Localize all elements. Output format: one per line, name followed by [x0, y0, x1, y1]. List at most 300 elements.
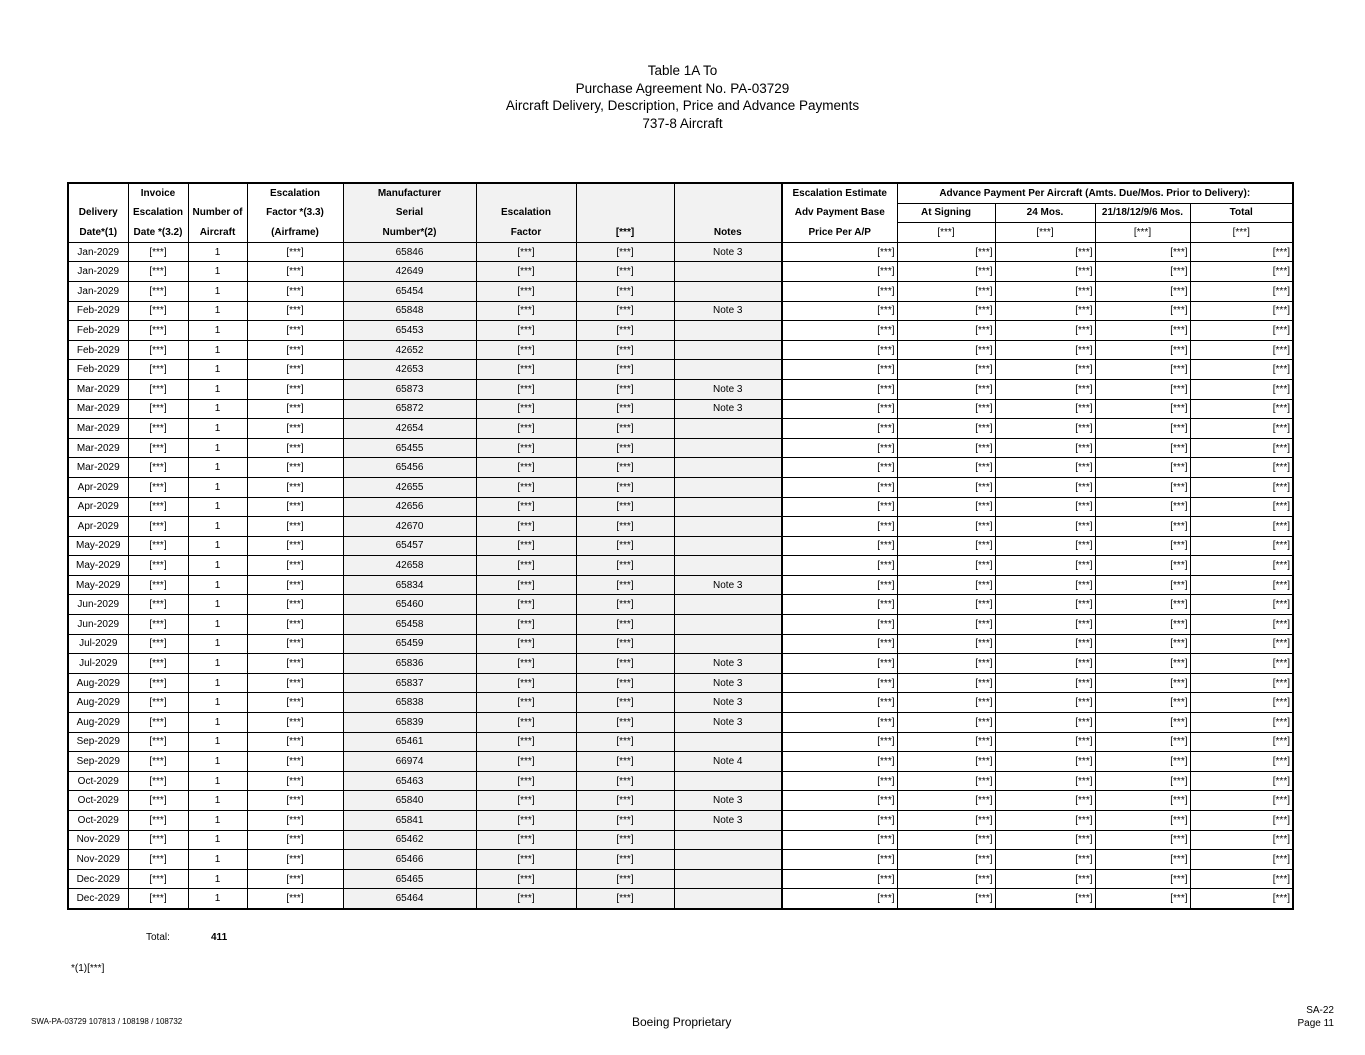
notes: Note 3 — [674, 301, 782, 321]
notes — [674, 360, 782, 380]
number-of-aircraft: 1 — [188, 497, 247, 517]
advance-at-signing: [***] — [897, 399, 995, 419]
advance-total: [***] — [1190, 889, 1293, 909]
escalation-factor: [***] — [476, 732, 576, 752]
notes — [674, 889, 782, 909]
serial-number: 65462 — [343, 830, 476, 850]
advance-at-signing: [***] — [897, 850, 995, 870]
redacted-value: [***] — [576, 438, 674, 458]
escalation-factor-airframe: [***] — [247, 556, 343, 576]
delivery-date: May-2029 — [68, 536, 128, 556]
number-of-aircraft: 1 — [188, 811, 247, 831]
redacted-value: [***] — [576, 458, 674, 478]
escalation-factor-airframe: [***] — [247, 301, 343, 321]
escalation-factor-airframe: [***] — [247, 830, 343, 850]
serial-number: 65848 — [343, 301, 476, 321]
escalation-factor: [***] — [476, 693, 576, 713]
title-line: 737-8 Aircraft — [642, 115, 723, 131]
invoice-escalation-date: [***] — [128, 771, 188, 791]
advance-21-18-12-9-6-mos: [***] — [1095, 340, 1190, 360]
advance-total: [***] — [1190, 654, 1293, 674]
escalation-factor: [***] — [476, 477, 576, 497]
advance-at-signing: [***] — [897, 752, 995, 772]
delivery-date: Dec-2029 — [68, 869, 128, 889]
header-notes — [674, 183, 782, 203]
serial-number: 42658 — [343, 556, 476, 576]
adv-payment-base-price: [***] — [782, 517, 897, 537]
escalation-factor: [***] — [476, 242, 576, 262]
notes — [674, 869, 782, 889]
notes: Note 3 — [674, 673, 782, 693]
delivery-date: May-2029 — [68, 575, 128, 595]
escalation-factor: [***] — [476, 673, 576, 693]
redacted-value: [***] — [576, 556, 674, 576]
serial-number: 42656 — [343, 497, 476, 517]
delivery-table — [67, 182, 1294, 910]
header-serial: Manufacturer — [343, 183, 476, 203]
escalation-factor-airframe: [***] — [247, 595, 343, 615]
number-of-aircraft: 1 — [188, 517, 247, 537]
serial-number: 65466 — [343, 850, 476, 870]
escalation-factor: [***] — [476, 713, 576, 733]
advance-21-18-12-9-6-mos: [***] — [1095, 634, 1190, 654]
advance-total: [***] — [1190, 752, 1293, 772]
advance-total: [***] — [1190, 340, 1293, 360]
header-serial: Number*(2) — [343, 223, 476, 243]
notes: Note 3 — [674, 399, 782, 419]
escalation-factor: [***] — [476, 634, 576, 654]
advance-at-signing: [***] — [897, 340, 995, 360]
header-estimate: Adv Payment Base — [782, 203, 897, 223]
advance-21-18-12-9-6-mos: [***] — [1095, 536, 1190, 556]
advance-24-mos: [***] — [995, 301, 1095, 321]
advance-total: [***] — [1190, 281, 1293, 301]
escalation-factor-airframe: [***] — [247, 477, 343, 497]
serial-number: 65453 — [343, 321, 476, 341]
table-row — [68, 379, 1293, 399]
advance-24-mos: [***] — [995, 438, 1095, 458]
advance-24-mos: [***] — [995, 615, 1095, 635]
footer-sa: SA-22 — [1306, 1005, 1334, 1016]
delivery-date: Jul-2029 — [68, 654, 128, 674]
number-of-aircraft: 1 — [188, 379, 247, 399]
serial-number: 65455 — [343, 438, 476, 458]
advance-total: [***] — [1190, 497, 1293, 517]
serial-number: 65454 — [343, 281, 476, 301]
delivery-date: Feb-2029 — [68, 360, 128, 380]
escalation-factor-airframe: [***] — [247, 869, 343, 889]
table-row — [68, 321, 1293, 341]
advance-24-mos: [***] — [995, 497, 1095, 517]
advance-total: [***] — [1190, 791, 1293, 811]
invoice-escalation-date: [***] — [128, 262, 188, 282]
escalation-factor: [***] — [476, 321, 576, 341]
invoice-escalation-date: [***] — [128, 399, 188, 419]
header-escfactor_airframe: (Airframe) — [247, 223, 343, 243]
advance-at-signing: [***] — [897, 360, 995, 380]
escalation-factor-airframe: [***] — [247, 536, 343, 556]
advance-total: [***] — [1190, 575, 1293, 595]
redacted-value: [***] — [576, 262, 674, 282]
invoice-escalation-date: [***] — [128, 321, 188, 341]
adv-payment-base-price: [***] — [782, 242, 897, 262]
advance-24-mos: [***] — [995, 281, 1095, 301]
redacted-value: [***] — [576, 595, 674, 615]
redacted-value: [***] — [576, 752, 674, 772]
redacted-value: [***] — [576, 634, 674, 654]
adv-payment-base-price: [***] — [782, 693, 897, 713]
advance-24-mos: [***] — [995, 536, 1095, 556]
footer-center: Boeing Proprietary — [632, 1015, 732, 1029]
escalation-factor-airframe: [***] — [247, 752, 343, 772]
number-of-aircraft: 1 — [188, 634, 247, 654]
redacted-value: [***] — [576, 811, 674, 831]
adv-payment-base-price: [***] — [782, 438, 897, 458]
number-of-aircraft: 1 — [188, 693, 247, 713]
notes — [674, 419, 782, 439]
escalation-factor-airframe: [***] — [247, 399, 343, 419]
advance-21-18-12-9-6-mos: [***] — [1095, 654, 1190, 674]
notes — [674, 830, 782, 850]
serial-number: 65836 — [343, 654, 476, 674]
invoice-escalation-date: [***] — [128, 419, 188, 439]
advance-24-mos: [***] — [995, 713, 1095, 733]
header-advance-sub: [***] — [1095, 223, 1190, 243]
number-of-aircraft: 1 — [188, 399, 247, 419]
serial-number: 65458 — [343, 615, 476, 635]
invoice-escalation-date: [***] — [128, 301, 188, 321]
header-redacted — [576, 203, 674, 223]
advance-total: [***] — [1190, 360, 1293, 380]
invoice-escalation-date: [***] — [128, 693, 188, 713]
title-line: Aircraft Delivery, Description, Price and Advance Payments — [505, 98, 860, 113]
advance-at-signing: [***] — [897, 889, 995, 909]
escalation-factor: [***] — [476, 438, 576, 458]
adv-payment-base-price: [***] — [782, 556, 897, 576]
notes — [674, 634, 782, 654]
header-escfactor_airframe: Escalation — [247, 183, 343, 203]
header-advance-sub: [***] — [995, 223, 1095, 243]
header-advance-sub: [***] — [1190, 223, 1293, 243]
escalation-factor-airframe: [***] — [247, 379, 343, 399]
invoice-escalation-date: [***] — [128, 752, 188, 772]
advance-total: [***] — [1190, 458, 1293, 478]
advance-21-18-12-9-6-mos: [***] — [1095, 673, 1190, 693]
advance-21-18-12-9-6-mos: [***] — [1095, 771, 1190, 791]
advance-at-signing: [***] — [897, 615, 995, 635]
table-row — [68, 301, 1293, 321]
advance-at-signing: [***] — [897, 556, 995, 576]
table-row — [68, 615, 1293, 635]
serial-number: 42654 — [343, 419, 476, 439]
delivery-date: Aug-2029 — [68, 693, 128, 713]
serial-number: 42655 — [343, 477, 476, 497]
advance-at-signing: [***] — [897, 654, 995, 674]
delivery-date: Nov-2029 — [68, 850, 128, 870]
advance-at-signing: [***] — [897, 673, 995, 693]
invoice-escalation-date: [***] — [128, 732, 188, 752]
escalation-factor-airframe: [***] — [247, 889, 343, 909]
notes: Note 3 — [674, 811, 782, 831]
advance-at-signing: [***] — [897, 321, 995, 341]
redacted-value: [***] — [576, 693, 674, 713]
escalation-factor: [***] — [476, 556, 576, 576]
advance-24-mos: [***] — [995, 654, 1095, 674]
number-of-aircraft: 1 — [188, 419, 247, 439]
document-title — [0, 62, 1365, 132]
escalation-factor: [***] — [476, 379, 576, 399]
advance-at-signing: [***] — [897, 477, 995, 497]
notes: Note 3 — [674, 713, 782, 733]
header-redacted — [576, 183, 674, 203]
adv-payment-base-price: [***] — [782, 673, 897, 693]
adv-payment-base-price: [***] — [782, 811, 897, 831]
advance-at-signing: [***] — [897, 830, 995, 850]
redacted-value: [***] — [576, 791, 674, 811]
number-of-aircraft: 1 — [188, 242, 247, 262]
escalation-factor-airframe: [***] — [247, 732, 343, 752]
adv-payment-base-price: [***] — [782, 791, 897, 811]
redacted-value: [***] — [576, 477, 674, 497]
number-of-aircraft: 1 — [188, 281, 247, 301]
delivery-date: Oct-2029 — [68, 771, 128, 791]
table-row — [68, 889, 1293, 909]
escalation-factor: [***] — [476, 340, 576, 360]
number-of-aircraft: 1 — [188, 615, 247, 635]
advance-at-signing: [***] — [897, 419, 995, 439]
serial-number: 65834 — [343, 575, 476, 595]
serial-number: 65838 — [343, 693, 476, 713]
escalation-factor: [***] — [476, 850, 576, 870]
advance-21-18-12-9-6-mos: [***] — [1095, 713, 1190, 733]
invoice-escalation-date: [***] — [128, 615, 188, 635]
notes — [674, 438, 782, 458]
advance-24-mos: [***] — [995, 830, 1095, 850]
number-of-aircraft: 1 — [188, 536, 247, 556]
table-row — [68, 654, 1293, 674]
header-row — [68, 183, 1293, 203]
advance-24-mos: [***] — [995, 693, 1095, 713]
delivery-date: Jan-2029 — [68, 262, 128, 282]
escalation-factor: [***] — [476, 791, 576, 811]
number-of-aircraft: 1 — [188, 889, 247, 909]
adv-payment-base-price: [***] — [782, 477, 897, 497]
invoice-escalation-date: [***] — [128, 340, 188, 360]
escalation-factor: [***] — [476, 654, 576, 674]
number-of-aircraft: 1 — [188, 673, 247, 693]
serial-number: 65464 — [343, 889, 476, 909]
adv-payment-base-price: [***] — [782, 654, 897, 674]
adv-payment-base-price: [***] — [782, 281, 897, 301]
advance-at-signing: [***] — [897, 811, 995, 831]
advance-at-signing: [***] — [897, 536, 995, 556]
delivery-date: Aug-2029 — [68, 713, 128, 733]
advance-21-18-12-9-6-mos: [***] — [1095, 811, 1190, 831]
advance-24-mos: [***] — [995, 556, 1095, 576]
advance-total: [***] — [1190, 693, 1293, 713]
escalation-factor: [***] — [476, 301, 576, 321]
escalation-factor: [***] — [476, 811, 576, 831]
adv-payment-base-price: [***] — [782, 419, 897, 439]
header-number — [188, 183, 247, 203]
escalation-factor: [***] — [476, 262, 576, 282]
delivery-date: Mar-2029 — [68, 438, 128, 458]
notes — [674, 281, 782, 301]
table-row — [68, 830, 1293, 850]
serial-number: 65459 — [343, 634, 476, 654]
advance-21-18-12-9-6-mos: [***] — [1095, 830, 1190, 850]
header-delivery: Date*(1) — [68, 223, 128, 243]
table-row — [68, 399, 1293, 419]
redacted-value: [***] — [576, 713, 674, 733]
escalation-factor: [***] — [476, 497, 576, 517]
header-delivery — [68, 183, 128, 203]
serial-number: 65873 — [343, 379, 476, 399]
escalation-factor-airframe: [***] — [247, 262, 343, 282]
table-row — [68, 340, 1293, 360]
number-of-aircraft: 1 — [188, 301, 247, 321]
header-escfactor — [476, 183, 576, 203]
advance-at-signing: [***] — [897, 791, 995, 811]
table-row — [68, 869, 1293, 889]
escalation-factor: [***] — [476, 399, 576, 419]
serial-number: 65839 — [343, 713, 476, 733]
header-notes — [674, 203, 782, 223]
redacted-value: [***] — [576, 673, 674, 693]
number-of-aircraft: 1 — [188, 262, 247, 282]
table-row — [68, 360, 1293, 380]
advance-21-18-12-9-6-mos: [***] — [1095, 458, 1190, 478]
delivery-date: Mar-2029 — [68, 379, 128, 399]
escalation-factor: [***] — [476, 889, 576, 909]
redacted-value: [***] — [576, 281, 674, 301]
number-of-aircraft: 1 — [188, 556, 247, 576]
table-row — [68, 713, 1293, 733]
adv-payment-base-price: [***] — [782, 869, 897, 889]
advance-total: [***] — [1190, 419, 1293, 439]
advance-at-signing: [***] — [897, 281, 995, 301]
invoice-escalation-date: [***] — [128, 673, 188, 693]
footnote: *(1)[***] — [71, 963, 105, 974]
advance-24-mos: [***] — [995, 399, 1095, 419]
delivery-date: Oct-2029 — [68, 811, 128, 831]
number-of-aircraft: 1 — [188, 830, 247, 850]
title-line: Purchase Agreement No. PA-03729 — [575, 80, 790, 96]
number-of-aircraft: 1 — [188, 791, 247, 811]
adv-payment-base-price: [***] — [782, 850, 897, 870]
advance-21-18-12-9-6-mos: [***] — [1095, 497, 1190, 517]
advance-24-mos: [***] — [995, 379, 1095, 399]
delivery-date: Oct-2029 — [68, 791, 128, 811]
delivery-date: Mar-2029 — [68, 399, 128, 419]
redacted-value: [***] — [576, 379, 674, 399]
redacted-value: [***] — [576, 517, 674, 537]
escalation-factor-airframe: [***] — [247, 693, 343, 713]
total-label: Total: — [146, 932, 170, 943]
escalation-factor-airframe: [***] — [247, 575, 343, 595]
header-invoice: Date *(3.2) — [128, 223, 188, 243]
redacted-value: [***] — [576, 850, 674, 870]
advance-21-18-12-9-6-mos: [***] — [1095, 321, 1190, 341]
advance-total: [***] — [1190, 634, 1293, 654]
escalation-factor-airframe: [***] — [247, 634, 343, 654]
notes: Note 3 — [674, 693, 782, 713]
advance-21-18-12-9-6-mos: [***] — [1095, 399, 1190, 419]
number-of-aircraft: 1 — [188, 850, 247, 870]
header-invoice: Escalation — [128, 203, 188, 223]
header-row — [68, 223, 1293, 243]
escalation-factor-airframe: [***] — [247, 458, 343, 478]
advance-at-signing: [***] — [897, 634, 995, 654]
advance-21-18-12-9-6-mos: [***] — [1095, 556, 1190, 576]
notes — [674, 595, 782, 615]
advance-total: [***] — [1190, 262, 1293, 282]
serial-number: 65872 — [343, 399, 476, 419]
header-advance-sub: [***] — [897, 223, 995, 243]
table-row — [68, 556, 1293, 576]
advance-21-18-12-9-6-mos: [***] — [1095, 477, 1190, 497]
advance-at-signing: [***] — [897, 458, 995, 478]
advance-total: [***] — [1190, 850, 1293, 870]
number-of-aircraft: 1 — [188, 771, 247, 791]
advance-21-18-12-9-6-mos: [***] — [1095, 752, 1190, 772]
table-row — [68, 477, 1293, 497]
advance-at-signing: [***] — [897, 438, 995, 458]
header-number: Aircraft — [188, 223, 247, 243]
redacted-value: [***] — [576, 242, 674, 262]
invoice-escalation-date: [***] — [128, 477, 188, 497]
advance-at-signing: [***] — [897, 575, 995, 595]
escalation-factor-airframe: [***] — [247, 811, 343, 831]
notes: Note 3 — [674, 575, 782, 595]
number-of-aircraft: 1 — [188, 340, 247, 360]
escalation-factor-airframe: [***] — [247, 340, 343, 360]
serial-number: 66974 — [343, 752, 476, 772]
notes — [674, 340, 782, 360]
notes: Note 3 — [674, 242, 782, 262]
header-notes: Notes — [674, 223, 782, 243]
advance-24-mos: [***] — [995, 262, 1095, 282]
redacted-value: [***] — [576, 771, 674, 791]
header-advance-col: At Signing — [897, 203, 995, 223]
advance-24-mos: [***] — [995, 360, 1095, 380]
table-row — [68, 497, 1293, 517]
advance-21-18-12-9-6-mos: [***] — [1095, 693, 1190, 713]
table-row — [68, 673, 1293, 693]
redacted-value: [***] — [576, 830, 674, 850]
escalation-factor-airframe: [***] — [247, 673, 343, 693]
number-of-aircraft: 1 — [188, 438, 247, 458]
number-of-aircraft: 1 — [188, 595, 247, 615]
advance-21-18-12-9-6-mos: [***] — [1095, 301, 1190, 321]
table-row — [68, 811, 1293, 831]
advance-21-18-12-9-6-mos: [***] — [1095, 850, 1190, 870]
advance-total: [***] — [1190, 615, 1293, 635]
number-of-aircraft: 1 — [188, 869, 247, 889]
serial-number: 65456 — [343, 458, 476, 478]
escalation-factor: [***] — [476, 517, 576, 537]
escalation-factor-airframe: [***] — [247, 771, 343, 791]
serial-number: 65837 — [343, 673, 476, 693]
header-advance-col: Total — [1190, 203, 1293, 223]
redacted-value: [***] — [576, 321, 674, 341]
serial-number: 65461 — [343, 732, 476, 752]
escalation-factor: [***] — [476, 360, 576, 380]
notes: Note 3 — [674, 654, 782, 674]
escalation-factor: [***] — [476, 536, 576, 556]
delivery-date: Mar-2029 — [68, 419, 128, 439]
advance-at-signing: [***] — [897, 869, 995, 889]
